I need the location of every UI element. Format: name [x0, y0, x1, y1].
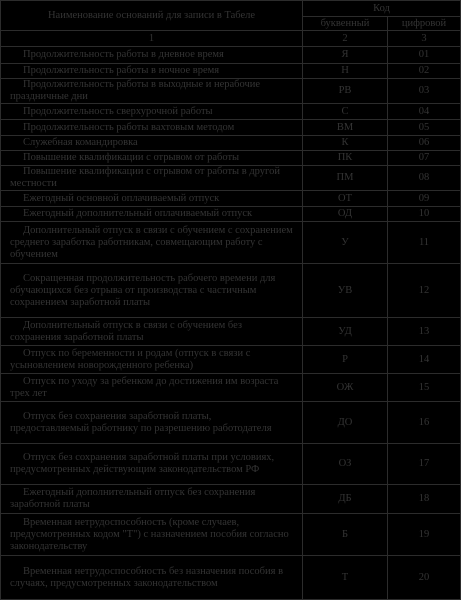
letter-code-cell: Б — [303, 514, 388, 556]
table-row — [0, 104, 461, 120]
reason-name-cell — [0, 444, 303, 485]
reason-name-cell — [0, 151, 303, 166]
column-number-row — [0, 31, 461, 47]
table-row — [0, 191, 461, 207]
digit-code-cell: 15 — [388, 374, 461, 402]
digit-code-cell: 17 — [388, 444, 461, 485]
digit-code-cell: 14 — [388, 346, 461, 374]
reason-name-text: Временная нетрудоспособность (кроме случаев, предусмотренных кодом "Т") с назначением пособия согласно законодательству — [10, 516, 289, 552]
table-row — [0, 79, 461, 104]
table-header — [0, 0, 461, 31]
table-row — [0, 485, 461, 514]
letter-code-cell: ОТ — [303, 191, 388, 207]
letter-code-cell: ОЖ — [303, 374, 388, 402]
reason-name-text: Ежегодный дополнительный оплачиваемый отпуск — [23, 208, 253, 219]
table-row — [0, 444, 461, 485]
reason-name-cell — [0, 64, 303, 79]
table-row — [0, 120, 461, 136]
reason-name-cell — [0, 79, 303, 104]
letter-code-cell: С — [303, 104, 388, 120]
reason-name-cell — [0, 222, 303, 264]
digit-code-cell: 10 — [388, 207, 461, 222]
reason-name-text: Отпуск по беременности и родам (отпуск в связи с усыновлением новорожденного ребенка) — [10, 347, 251, 371]
letter-code-cell: К — [303, 136, 388, 151]
table-row — [0, 556, 461, 600]
table-row — [0, 47, 461, 64]
reason-name-text: Продолжительность работы вахтовым методом — [23, 121, 235, 133]
reason-name-text: Повышение квалификации с отрывом от работы — [23, 152, 240, 163]
letter-code-cell: РВ — [303, 79, 388, 104]
reason-name-cell — [0, 374, 303, 402]
table-row — [0, 402, 461, 444]
column-number-2: 2 — [303, 31, 388, 47]
reason-name-text: Отпуск без сохранения заработной платы, предоставляемый работнику по разрешению работодателя — [10, 410, 272, 434]
letter-code-cell: ОД — [303, 207, 388, 222]
reason-name-cell — [0, 346, 303, 374]
reason-name-text: Временная нетрудоспособность без назначения пособия в случаях, предусмотренных законодательством — [10, 565, 284, 589]
reason-name-text: Служебная командировка — [23, 137, 138, 148]
letter-code-cell: ПК — [303, 151, 388, 166]
digit-code-cell: 02 — [388, 64, 461, 79]
digit-code-cell: 08 — [388, 166, 461, 191]
table-row — [0, 514, 461, 556]
digit-code-cell: 07 — [388, 151, 461, 166]
reason-name-text: Дополнительный отпуск в связи с обучением с сохранением среднего заработка работникам, совмещающим работу с обучением — [10, 224, 293, 260]
table-row — [0, 318, 461, 346]
digit-code-column-header: цифровой — [388, 17, 461, 31]
table-body — [0, 47, 461, 600]
reason-name-cell — [0, 514, 303, 556]
digit-code-cell: 12 — [388, 264, 461, 318]
letter-code-cell: ВМ — [303, 120, 388, 136]
letter-code-cell: Р — [303, 346, 388, 374]
reason-name-cell — [0, 166, 303, 191]
letter-code-cell: ОЗ — [303, 444, 388, 485]
reason-name-text: Дополнительный отпуск в связи с обучением без сохранения заработной платы — [10, 319, 243, 343]
reason-name-text: Продолжительность работы в выходные и нерабочие праздничные дни — [10, 79, 261, 102]
letter-code-cell: ДО — [303, 402, 388, 444]
column-number-3: 3 — [388, 31, 461, 47]
reason-name-cell — [0, 104, 303, 120]
reason-name-text: Отпуск по уходу за ребенком до достижения им возраста трех лет — [10, 375, 279, 399]
table-row — [0, 264, 461, 318]
digit-code-cell: 03 — [388, 79, 461, 104]
letter-code-cell: Н — [303, 64, 388, 79]
reason-name-cell — [0, 120, 303, 136]
column-number-1: 1 — [0, 31, 303, 47]
reason-name-cell — [0, 318, 303, 346]
name-column-header: Наименование оснований для записи в Табеле — [0, 0, 303, 31]
letter-code-cell: Т — [303, 556, 388, 600]
reason-name-text: Продолжительность сверхурочной работы — [23, 105, 213, 117]
digit-code-cell: 05 — [388, 120, 461, 136]
reason-name-cell — [0, 402, 303, 444]
digit-code-cell: 04 — [388, 104, 461, 120]
reason-name-text: Отпуск без сохранения заработной платы при условиях, предусмотренных действующим законодательством РФ — [10, 452, 275, 475]
letter-code-column-header: буквенный — [303, 17, 388, 31]
reason-name-cell — [0, 47, 303, 64]
table-row — [0, 64, 461, 79]
digit-code-cell: 09 — [388, 191, 461, 207]
reason-name-cell — [0, 556, 303, 600]
letter-code-cell: У — [303, 222, 388, 264]
reason-name-cell — [0, 485, 303, 514]
reason-name-text: Продолжительность работы в дневное время — [23, 49, 224, 60]
digit-code-cell: 18 — [388, 485, 461, 514]
letter-code-cell: УД — [303, 318, 388, 346]
digit-code-cell: 19 — [388, 514, 461, 556]
reason-name-text: Продолжительность работы в ночное время — [23, 65, 220, 76]
table-row — [0, 207, 461, 222]
digit-code-cell: 13 — [388, 318, 461, 346]
digit-code-cell: 20 — [388, 556, 461, 600]
letter-code-cell: УВ — [303, 264, 388, 318]
letter-code-cell: ДБ — [303, 485, 388, 514]
table-row — [0, 346, 461, 374]
reason-name-cell — [0, 207, 303, 222]
digit-code-cell: 01 — [388, 47, 461, 64]
reason-name-text: Ежегодный основной оплачиваемый отпуск — [23, 192, 220, 204]
letter-code-cell: Я — [303, 47, 388, 64]
digit-code-cell: 06 — [388, 136, 461, 151]
reason-name-cell — [0, 191, 303, 207]
digit-code-cell: 11 — [388, 222, 461, 264]
letter-code-cell: ПМ — [303, 166, 388, 191]
table-row — [0, 374, 461, 402]
digit-code-cell: 16 — [388, 402, 461, 444]
reason-name-text: Повышение квалификации с отрывом от работы в другой местности — [10, 166, 280, 189]
reason-name-cell — [0, 264, 303, 318]
table-row — [0, 136, 461, 151]
code-column-header: Код — [303, 0, 461, 17]
reason-name-text: Сокращенная продолжительность рабочего времени для обучающихся без отрыва от производства с частичным сохранением заработной платы — [10, 272, 276, 308]
table-row — [0, 166, 461, 191]
reason-name-text: Ежегодный дополнительный отпуск без сохранения заработной платы — [10, 487, 256, 510]
table-row — [0, 222, 461, 264]
table-row — [0, 151, 461, 166]
reason-name-cell — [0, 136, 303, 151]
